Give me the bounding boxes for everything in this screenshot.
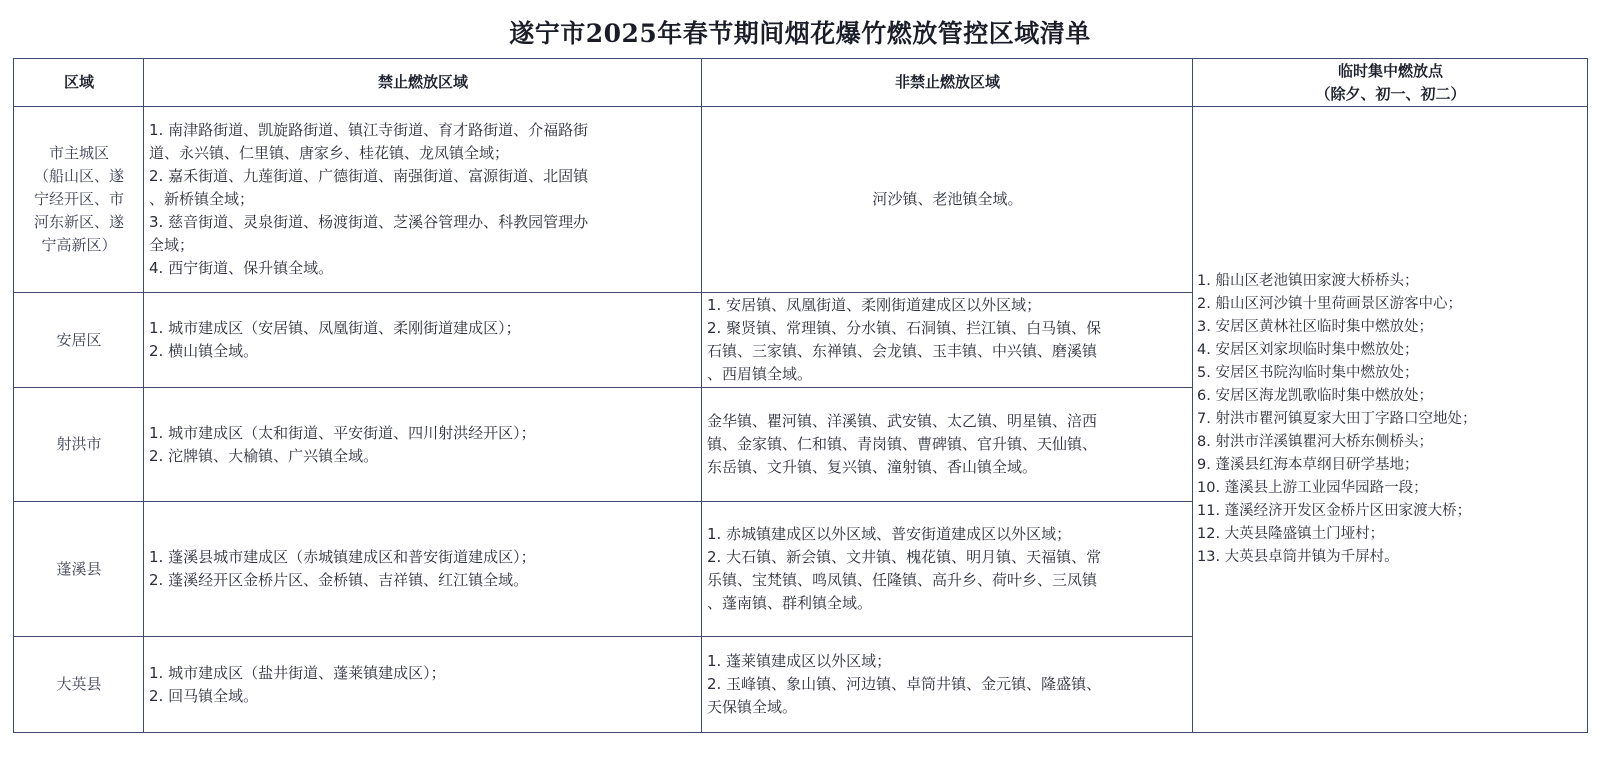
region-line: （船山区、遂 xyxy=(33,167,124,185)
region-line: 蓬溪县 xyxy=(56,559,102,578)
non-prohibited-line: 2. 大石镇、新会镇、文井镇、槐花镇、明月镇、天福镇、常 xyxy=(707,548,1102,566)
region-line: 射洪市 xyxy=(56,435,102,453)
prohibited-cell xyxy=(144,502,702,637)
temp-point-item: 8. 射洪市洋溪镇瞿河大桥东侧桥头； xyxy=(1197,434,1433,450)
prohibited-line: 2. 嘉禾街道、九莲街道、广德街道、南强街道、富源街道、北固镇 xyxy=(149,167,589,185)
temp-point-item: 6. 安居区海龙凯歌临时集中燃放处； xyxy=(1197,388,1433,404)
region-cell xyxy=(14,293,144,388)
non-prohibited-line: 1. 蓬莱镇建成区以外区域； xyxy=(707,652,892,670)
region-line: 宁经开区、市 xyxy=(33,190,124,208)
non-prohibited-line: 河沙镇、老池镇全域。 xyxy=(872,190,1023,208)
temp-point-item: 1. 船山区老池镇田家渡大桥桥头； xyxy=(1197,273,1419,289)
prohibited-cell xyxy=(144,293,702,388)
region-line: 大英县 xyxy=(56,675,102,693)
region-cell xyxy=(14,388,144,502)
temp-point-item: 13. 大英县卓筒井镇为千屏村。 xyxy=(1197,549,1399,565)
non-prohibited-cell xyxy=(702,637,1193,733)
temp-point-item: 5. 安居区书院沟临时集中燃放处； xyxy=(1197,365,1419,381)
region-line: 安居区 xyxy=(56,330,102,349)
non-prohibited-line: 石镇、三家镇、东禅镇、会龙镇、玉丰镇、中兴镇、磨溪镇 xyxy=(707,342,1098,360)
prohibited-line: 2. 横山镇全域。 xyxy=(149,342,259,360)
header-temp-points-line1: 临时集中燃放点 xyxy=(1337,61,1443,80)
temp-point-item: 4. 安居区刘家坝临时集中燃放处； xyxy=(1197,342,1419,358)
prohibited-line: 2. 沱牌镇、大榆镇、广兴镇全域。 xyxy=(149,446,379,465)
non-prohibited-line: 2. 聚贤镇、常理镇、分水镇、石洞镇、拦江镇、白马镇、保 xyxy=(707,319,1102,337)
header-non-prohibited: 非禁止燃放区域 xyxy=(702,59,1193,107)
region-line: 河东新区、遂 xyxy=(33,213,124,231)
prohibited-line: 、新桥镇全域； xyxy=(149,190,255,208)
region-cell xyxy=(14,502,144,637)
non-prohibited-line: 1. 安居镇、凤凰街道、柔刚街道建成区以外区域； xyxy=(707,296,1042,314)
region-line: 市主城区 xyxy=(48,144,109,162)
temp-point-item: 12. 大英县隆盛镇土门垭村； xyxy=(1197,526,1385,542)
non-prohibited-line: 1. 赤城镇建成区以外区域、普安街道建成区以外区域； xyxy=(707,525,1072,543)
control-area-table xyxy=(13,58,1588,733)
non-prohibited-cell xyxy=(702,388,1193,502)
non-prohibited-line: 东岳镇、文升镇、复兴镇、潼射镇、香山镇全域。 xyxy=(707,458,1038,476)
prohibited-line: 全域； xyxy=(149,236,195,254)
non-prohibited-line: 乐镇、宝梵镇、鸣凤镇、任隆镇、高升乡、荷叶乡、三凤镇 xyxy=(707,571,1098,589)
non-prohibited-line: 2. 玉峰镇、象山镇、河边镇、卓筒井镇、金元镇、隆盛镇、 xyxy=(707,675,1102,693)
non-prohibited-line: 天保镇全域。 xyxy=(707,698,798,716)
non-prohibited-line: 镇、金家镇、仁和镇、青岗镇、曹碑镇、官升镇、天仙镇、 xyxy=(707,435,1098,453)
table-row xyxy=(14,107,1588,293)
region-cell xyxy=(14,107,144,293)
non-prohibited-line: 、蓬南镇、群利镇全域。 xyxy=(707,594,873,612)
non-prohibited-cell xyxy=(702,502,1193,637)
non-prohibited-line: 、西眉镇全域。 xyxy=(707,365,813,383)
prohibited-cell xyxy=(144,388,702,502)
temp-point-item: 2. 船山区河沙镇十里荷画景区游客中心； xyxy=(1197,296,1462,312)
non-prohibited-cell xyxy=(702,293,1193,388)
temp-points-cell xyxy=(1193,107,1588,733)
header-temp-points-line2: （除夕、初一、初二） xyxy=(1315,84,1466,103)
prohibited-line: 1. 南津路街道、凯旋路街道、镇江寺街道、育才路街道、介福路街 xyxy=(149,121,589,139)
page-title: 遂宁市2025年春节期间烟花爆竹燃放管控区域清单 xyxy=(509,19,1091,48)
header-row xyxy=(14,59,1588,107)
header-temp-points xyxy=(1193,59,1588,107)
prohibited-line: 1. 城市建成区（盐井街道、蓬莱镇建成区）； xyxy=(149,663,446,682)
temp-point-item: 9. 蓬溪县红海本草纲目研学基地； xyxy=(1197,457,1419,473)
prohibited-cell xyxy=(144,107,702,293)
region-cell xyxy=(14,637,144,733)
temp-point-item: 11. 蓬溪经济开发区金桥片区田家渡大桥； xyxy=(1197,503,1472,519)
prohibited-line: 1. 城市建成区（太和街道、平安街道、四川射洪经开区）； xyxy=(149,423,536,442)
region-line: 宁高新区） xyxy=(41,236,117,254)
prohibited-line: 1. 蓬溪县城市建成区（赤城镇建成区和普安街道建成区）； xyxy=(149,548,536,566)
non-prohibited-line: 金华镇、瞿河镇、洋溪镇、武安镇、太乙镇、明星镇、涪西 xyxy=(707,412,1098,430)
prohibited-line: 道、永兴镇、仁里镇、唐家乡、桂花镇、龙凤镇全域； xyxy=(149,144,510,162)
header-region: 区域 xyxy=(14,59,144,107)
prohibited-line: 2. 回马镇全域。 xyxy=(149,686,259,705)
temp-point-item: 3. 安居区黄林社区临时集中燃放处； xyxy=(1197,319,1433,335)
non-prohibited-cell xyxy=(702,107,1193,293)
prohibited-cell xyxy=(144,637,702,733)
prohibited-line: 2. 蓬溪经开区金桥片区、金桥镇、吉祥镇、红江镇全域。 xyxy=(149,571,529,589)
prohibited-line: 4. 西宁街道、保升镇全域。 xyxy=(149,259,334,277)
temp-point-item: 7. 射洪市瞿河镇夏家大田丁字路口空地处； xyxy=(1197,411,1477,427)
prohibited-line: 3. 慈音街道、灵泉街道、杨渡街道、芝溪谷管理办、科教园管理办 xyxy=(149,213,589,231)
header-prohibited: 禁止燃放区域 xyxy=(144,59,702,107)
temp-point-item: 10. 蓬溪县上游工业园华园路一段； xyxy=(1197,480,1428,496)
prohibited-line: 1. 城市建成区（安居镇、凤凰街道、柔刚街道建成区）； xyxy=(149,319,521,337)
